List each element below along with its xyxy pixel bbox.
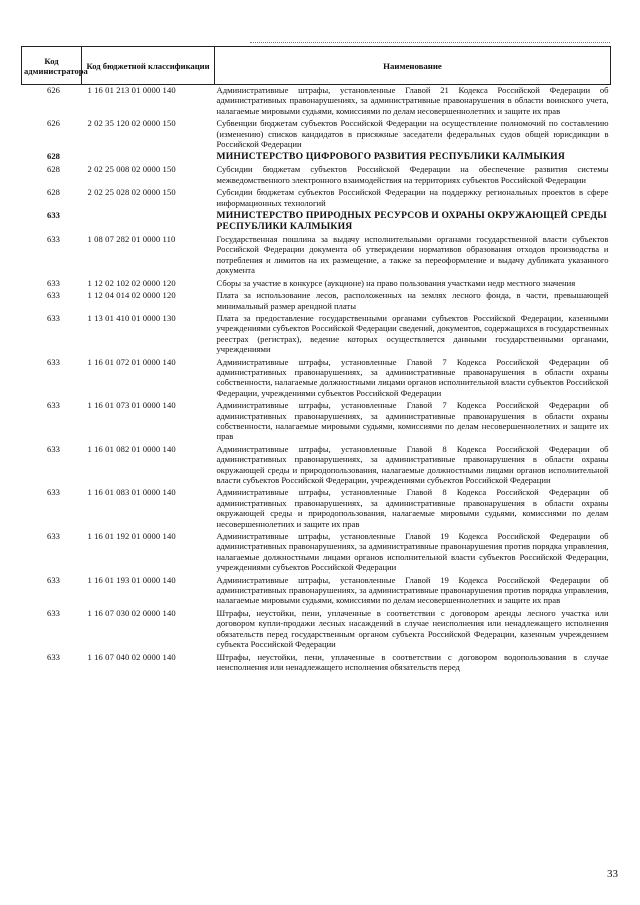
name-cell: Субвенции бюджетам субъектов Российской Федерации на осуществление полномочий по составлению (изменению) списков кандидатов в присяжные заседатели федеральных судов общей юрисдикции в Российской Федерации <box>216 118 609 150</box>
table-body <box>22 85 611 675</box>
admin-code-cell: 633 <box>47 443 60 454</box>
admin-code-cell: 633 <box>47 234 60 245</box>
name-cell: МИНИСТЕРСТВО ЦИФРОВОГО РАЗВИТИЯ РЕСПУБЛИКИ КАЛМЫКИЯ <box>216 151 565 163</box>
admin-code-cell: 633 <box>47 651 60 662</box>
table-row <box>22 164 611 187</box>
table-row <box>22 357 611 401</box>
admin-code-cell: 633 <box>47 400 60 411</box>
name-cell: Административные штрафы, установленные Главой 8 Кодекса Российской Федерации об административных правонарушениях, за административные правонарушения в области охраны окружающей среды и природопользования, налагаемые мировыми судьями, комиссиями по делам несовершеннолетних и защите их прав <box>216 487 609 529</box>
table-row <box>22 118 611 151</box>
table-row <box>22 608 611 652</box>
table-row <box>22 487 611 531</box>
admin-code-cell: 633 <box>47 356 60 367</box>
header-rule <box>250 42 610 43</box>
table-row <box>22 290 611 313</box>
name-cell: Субсидии бюджетам субъектов Российской Федерации на поддержку региональных проектов в сфере информационных технологий <box>216 187 609 208</box>
admin-code-cell: 628 <box>47 187 60 198</box>
budget-code-cell: 1 16 01 193 01 0000 140 <box>87 574 176 585</box>
page-number: 33 <box>607 868 618 880</box>
admin-code-cell: 633 <box>47 277 60 288</box>
header-budget-code: Код бюджетной классификации <box>82 47 215 85</box>
name-cell: Административные штрафы, установленные Главой 19 Кодекса Российской Федерации об административных правонарушениях, за административные правонарушения против порядка управления, налагаемые мировыми судьями, комиссиями по делам несовершеннолетних и защите их прав <box>216 574 609 606</box>
budget-code-cell: 2 02 25 008 02 0000 150 <box>87 164 176 175</box>
name-cell: Административные штрафы, установленные Главой 7 Кодекса Российской Федерации об административных правонарушениях, за административные правонарушения в области охраны собственности, налагаемые мировыми судьями, комиссиями по делам несовершеннолетних и защите их прав <box>216 400 609 442</box>
budget-code-cell: 1 12 02 102 02 0000 120 <box>87 277 176 288</box>
table-row <box>22 575 611 608</box>
header-admin-code: Код администратора <box>22 47 82 85</box>
name-cell: Штрафы, неустойки, пени, уплаченные в соответствии с договором водопользования в случае неисполнения или ненадлежащего исполнения обязательств перед <box>216 651 609 672</box>
budget-code-cell: 1 16 01 072 01 0000 140 <box>87 356 176 367</box>
table-header-row <box>22 47 611 85</box>
name-cell: Сборы за участие в конкурсе (аукционе) на право пользования участками недр местного значения <box>216 277 576 288</box>
budget-code-cell <box>82 210 215 234</box>
table-row <box>22 313 611 357</box>
table-row <box>22 531 611 575</box>
table-row <box>22 400 611 444</box>
name-cell: Штрафы, неустойки, пени, уплаченные в соответствии с договором аренды лесного участка или договором купли-продажи лесных насаждений в случае неисполнения или ненадлежащего исполнения обязательств перед государственным органом субъекта Российской Федерации, казенным учреждением субъекта Российской Федерации <box>216 607 609 650</box>
admin-code-cell: 626 <box>47 118 60 129</box>
name-cell: МИНИСТЕРСТВО ПРИРОДНЫХ РЕСУРСОВ И ОХРАНЫ ОКРУЖАЮЩЕЙ СРЕДЫ РЕСПУБЛИКИ КАЛМЫКИЯ <box>216 210 607 233</box>
budget-code-cell: 1 16 07 030 02 0000 140 <box>87 607 176 618</box>
budget-code-cell: 1 16 01 083 01 0000 140 <box>87 487 176 498</box>
budget-code-cell: 1 16 01 073 01 0000 140 <box>87 400 176 411</box>
admin-code-cell: 633 <box>47 574 60 585</box>
table-row <box>22 444 611 488</box>
admin-code-cell: 628 <box>47 164 60 175</box>
admin-code-cell: 633 <box>47 487 60 498</box>
admin-code-cell: 633 <box>47 312 60 323</box>
header-name: Наименование <box>215 47 611 85</box>
table-row <box>22 210 611 234</box>
name-cell: Плата за использование лесов, расположенных на землях лесного фонда, в части, превышающей минимальный размер арендной платы <box>216 290 609 311</box>
table-row <box>22 652 611 675</box>
admin-code-cell: 626 <box>47 85 60 95</box>
budget-code-cell: 2 02 35 120 02 0000 150 <box>87 118 176 129</box>
admin-code-cell: 633 <box>47 210 60 221</box>
table-row <box>22 151 611 164</box>
name-cell: Административные штрафы, установленные Главой 8 Кодекса Российской Федерации об административных правонарушениях, за административные правонарушения в области охраны окружающей среды и природопользования, налагаемые должностными лицами органов исполнительной власти субъектов Российской Федерации, учреждениями субъектов Российской Федерации <box>216 443 609 485</box>
admin-code-cell: 633 <box>47 290 60 301</box>
admin-code-cell: 628 <box>47 151 60 162</box>
budget-code-cell: 1 12 04 014 02 0000 120 <box>87 290 176 301</box>
name-cell: Административные штрафы, установленные Главой 19 Кодекса Российской Федерации об административных правонарушениях, за административные правонарушения против порядка управления, налагаемые должностными лицами органов исполнительной власти субъектов Российской Федерации, учреждениями субъектов Российской Федерации <box>216 531 609 573</box>
budget-code-cell: 2 02 25 028 02 0000 150 <box>87 187 176 198</box>
budget-code-cell: 1 13 01 410 01 0000 130 <box>87 312 176 323</box>
table-row <box>22 234 611 278</box>
name-cell: Государственная пошлина за выдачу исполнительными органами государственной власти субъектов Российской Федерации документа об утверждении нормативов образования отходов производства и потребления и лимитов на их размещение, а также за переоформление и выдачу дубликата указанного документа <box>216 234 609 276</box>
budget-code-cell <box>82 151 215 164</box>
budget-code-cell: 1 16 01 192 01 0000 140 <box>87 531 176 542</box>
table-row <box>22 278 611 290</box>
name-cell: Административные штрафы, установленные Главой 7 Кодекса Российской Федерации об административных правонарушениях, за административные правонарушения в области охраны собственности, налагаемые должностными лицами органов исполнительной власти субъектов Российской Федерации, учреждениями субъектов Российской Федерации <box>216 356 609 398</box>
budget-code-cell: 1 16 07 040 02 0000 140 <box>87 651 176 662</box>
name-cell: Субсидии бюджетам субъектов Российской Федерации на обеспечение развития системы межведомственного электронного взаимодействия на территориях субъектов Российской Федерации <box>216 164 609 185</box>
name-cell: Административные штрафы, установленные Главой 21 Кодекса Российской Федерации об административных правонарушениях, за административные правонарушения в области воинского учета, налагаемые мировыми судьями, комиссиями по делам несовершеннолетних и защите их прав <box>216 85 609 116</box>
budget-code-cell: 1 08 07 282 01 0000 110 <box>87 234 176 245</box>
budget-code-cell: 1 16 01 213 01 0000 140 <box>87 85 176 95</box>
table-row <box>22 85 611 119</box>
budget-code-cell: 1 16 01 082 01 0000 140 <box>87 443 176 454</box>
admin-code-cell: 633 <box>47 531 60 542</box>
admin-code-cell: 633 <box>47 607 60 618</box>
budget-classification-table <box>21 46 611 674</box>
name-cell: Плата за предоставление государственными органами субъектов Российской Федерации, казенными учреждениями субъектов Российской Федерации сведений, документов, содержащихся в государственных реестрах (регистрах), ведение которых осуществляется данными государственными органами, учреждениями <box>216 312 609 355</box>
table-row <box>22 187 611 210</box>
